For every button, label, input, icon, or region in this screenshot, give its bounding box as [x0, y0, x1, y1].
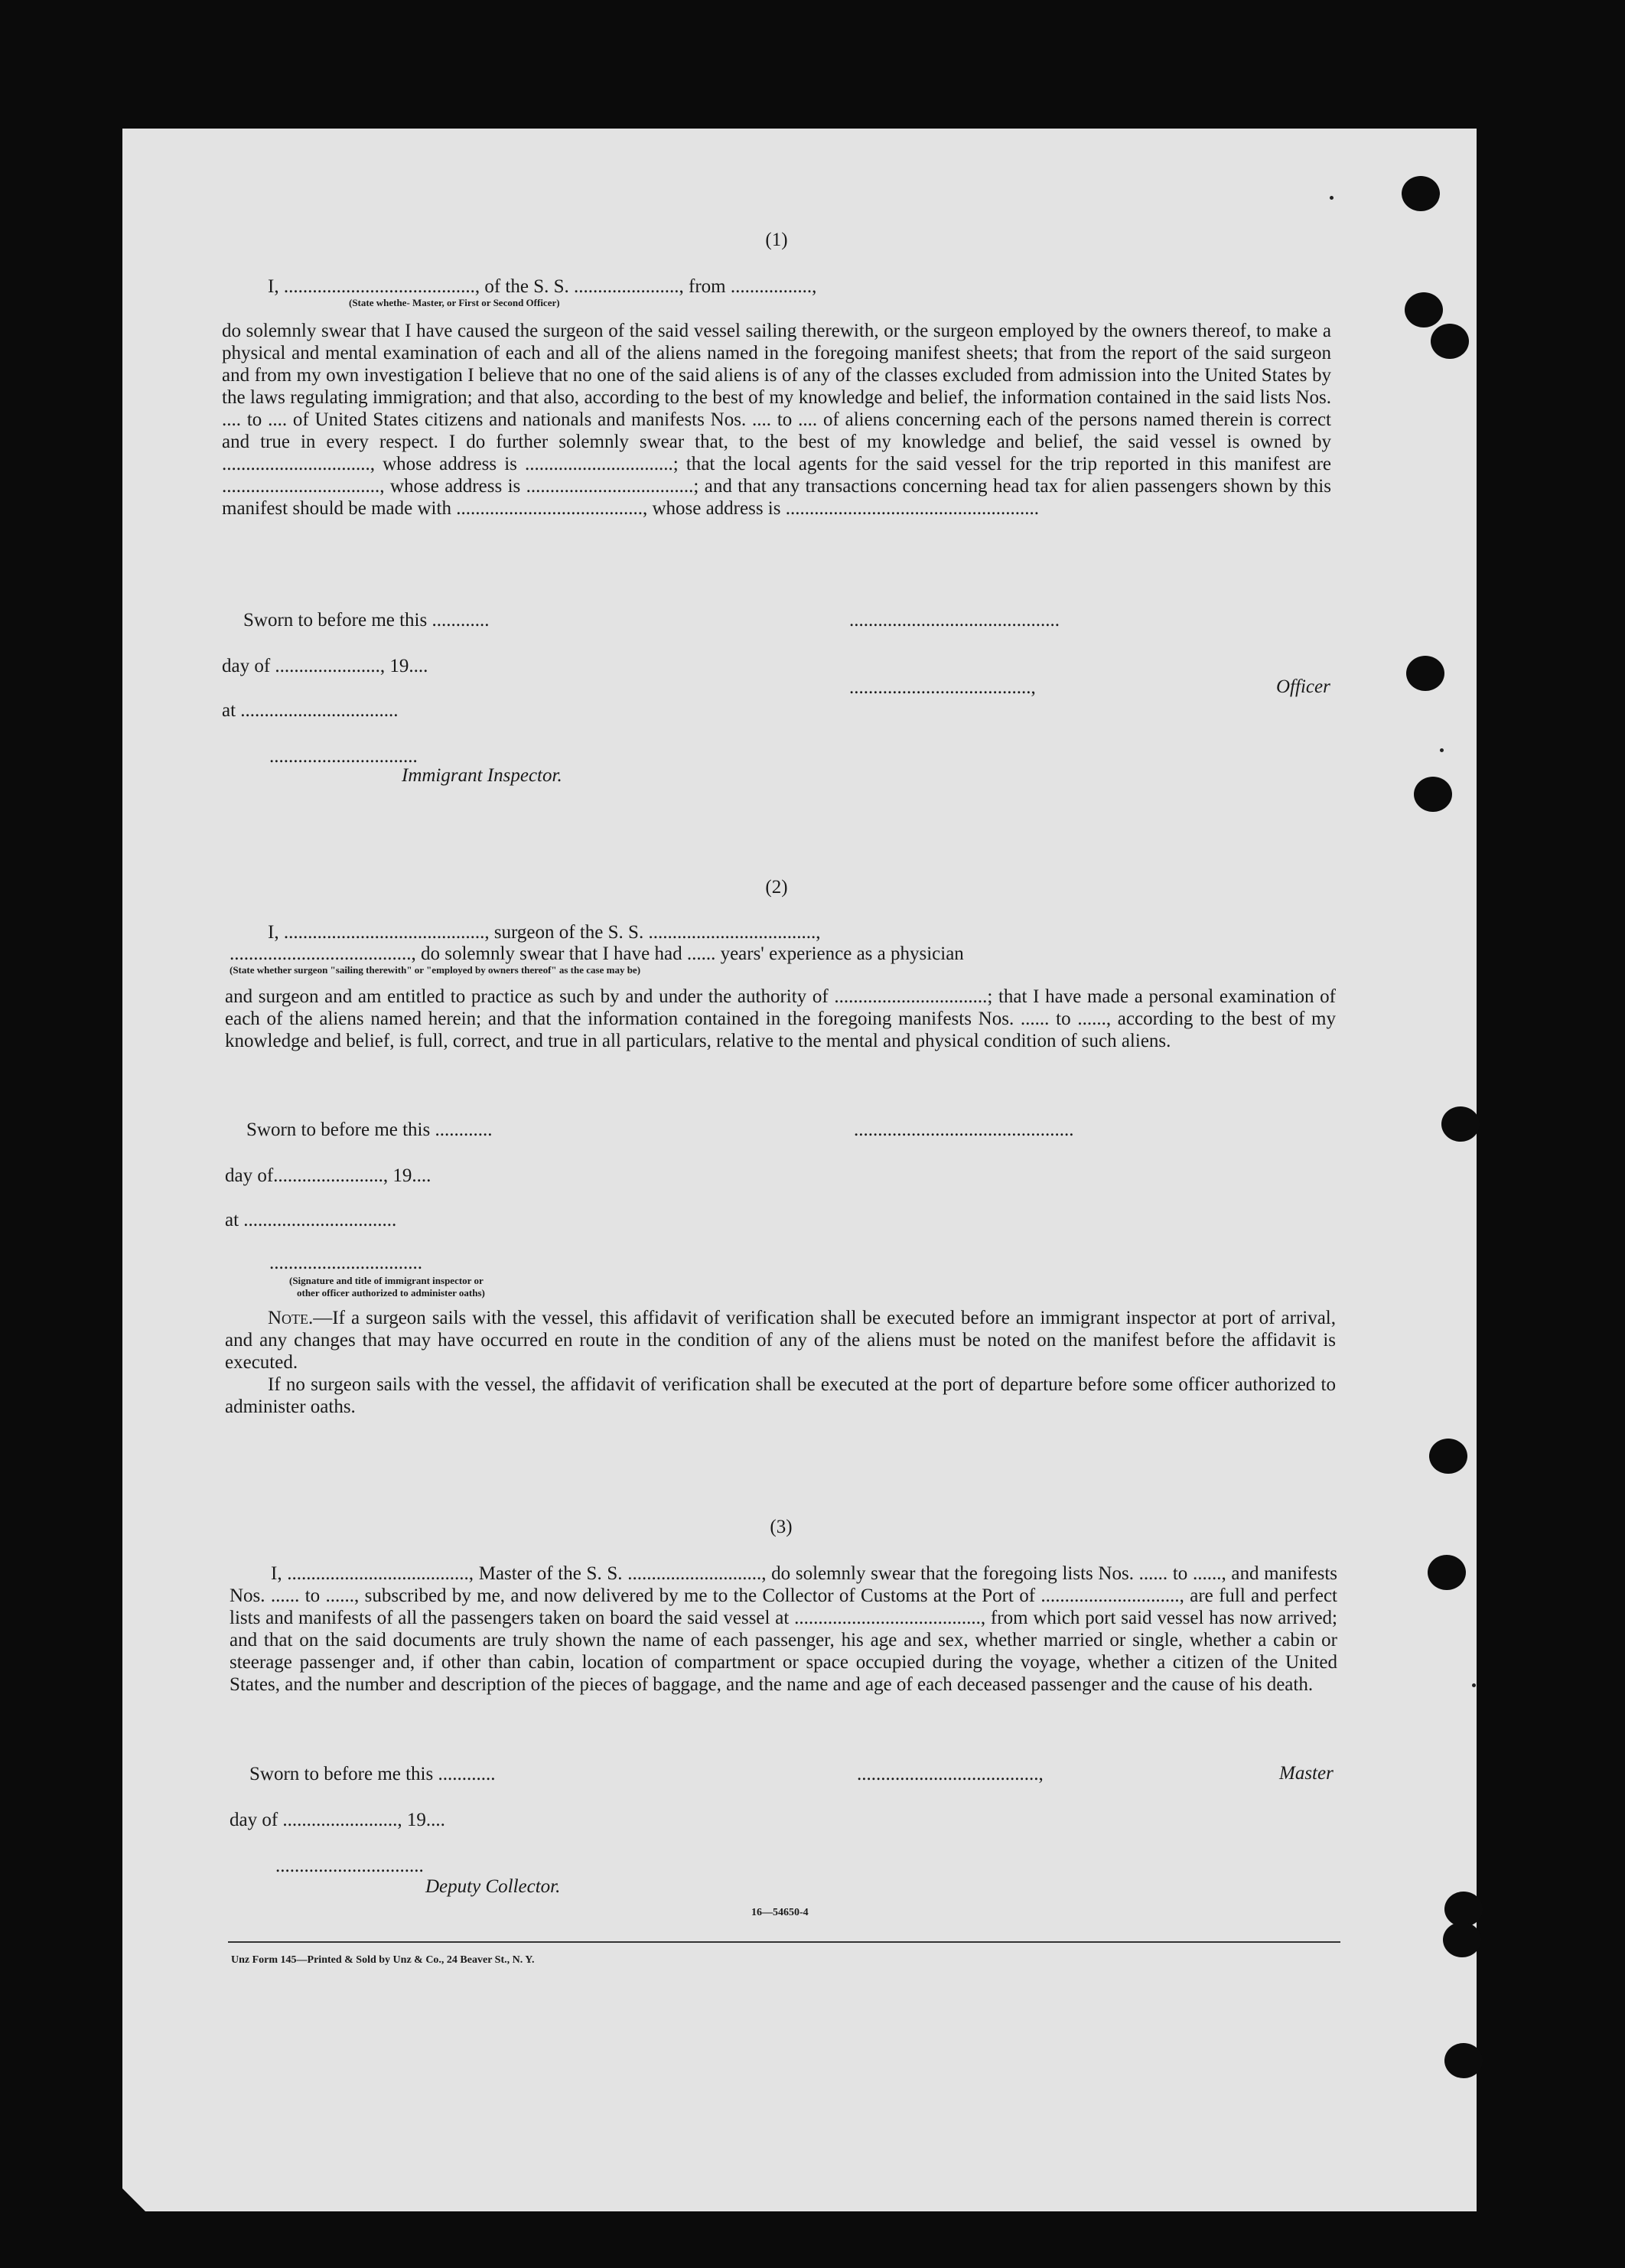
section-1-oath-line: I, ........................................, of the S. S. ......................, from .................,	[268, 276, 817, 297]
section-1-officer-dots-1: ............................................	[849, 610, 1060, 631]
section-2-body-text: and surgeon and am entitled to practice as such by and under the authority of ................................; that I have made a personal examination of each of the aliens named herein; and that the information contained in the foregoing manifests Nos. ...... to ......, according to the best of my knowledge and belief, is full, correct, and true in all particulars, relative to the mental and physical condition of such aliens.	[225, 986, 1336, 1051]
footer-rule	[228, 1941, 1340, 1943]
punch-hole	[1443, 1922, 1481, 1957]
form-number: 16—54650-4	[751, 1907, 809, 1918]
section-2-right-dots: ..............................................	[854, 1119, 1074, 1140]
punch-hole	[1414, 777, 1452, 812]
punch-hole	[1402, 176, 1440, 211]
section-2-line-1: I, .........................................., surgeon of the S. S. ...................................,	[268, 922, 821, 943]
punch-hole	[1429, 1439, 1467, 1474]
section-1-body-text: do solemnly swear that I have caused the surgeon of the said vessel sailing therewith, or the surgeon employed by the owners thereof, to make a physical and mental examination of each and all of the aliens named in the foregoing manifest sheets; that from the report of the said surgeon and from my own investigation I believe that no one of the said aliens is of any of the classes excluded from admission into the United States by the laws regulating immigration; and that also, according to the best of my knowledge and belief, the information contained in the said lists Nos. .... to .... of United States citizens and nationals and manifests Nos. .... to .... of aliens concerning each of the persons named therein is correct and true in every respect. I do further solemnly swear that, to the best of my knowledge and belief, the said vessel is owned by ..............................., whose address is ...............................; that the local agents for the said vessel for the trip reported in this manifest are ................................., whose address is ...................................; and that any transactions concerning head tax for alien passengers shown by this manifest should be made with ......................................., whose address is .....................................................	[222, 321, 1331, 519]
section-3-collector-label: Deputy Collector.	[425, 1876, 561, 1897]
section-1-sworn: Sworn to before me this ............	[243, 610, 490, 631]
section-2-line-2-note: (State whether surgeon "sailing therewith" or "employed by owners thereof" as the case may be)	[230, 964, 641, 976]
section-3-collector-dots: ...............................	[275, 1856, 424, 1876]
section-2-line-2: ......................................, do solemnly swear that I have had ...... years' experience as a physician	[230, 943, 964, 964]
section-2-number: (2)	[765, 877, 788, 898]
section-1-officer-dots-2: ......................................,	[849, 677, 1036, 698]
punch-hole	[1428, 1555, 1466, 1590]
section-1-at: at .................................	[222, 700, 399, 721]
section-2-day: day of......................., 19....	[225, 1165, 431, 1186]
section-2-signature-dots: ................................	[269, 1253, 422, 1273]
section-2-note-paragraph-1	[225, 1307, 1336, 1374]
speck	[1330, 196, 1334, 200]
punch-hole	[1444, 2043, 1483, 2078]
section-3-number: (3)	[770, 1517, 793, 1537]
section-3-day: day of ........................, 19....	[230, 1810, 445, 1830]
section-1-officer-label: Officer	[1276, 676, 1330, 697]
punch-hole	[1405, 292, 1443, 327]
section-1-officer-note: (State whethe- Master, or First or Second Officer)	[349, 297, 560, 308]
speck	[1472, 1683, 1476, 1687]
punch-hole	[1441, 1106, 1480, 1142]
section-2-at: at ................................	[225, 1210, 397, 1230]
section-2-signature-note-1: (Signature and title of immigrant inspector or	[289, 1275, 484, 1286]
section-3-body	[230, 1563, 1337, 1696]
section-3-master-dots: ......................................,	[857, 1764, 1044, 1784]
section-1-inspector-dots: ...............................	[269, 746, 418, 767]
note-text-1: —If a surgeon sails with the vessel, this affidavit of verification shall be executed before an immigrant inspector at port of arrival, and any changes that may have occurred en route in the condition of any of the aliens must be noted on the manifest before the affidavit is executed.	[225, 1308, 1336, 1373]
section-3-master-label: Master	[1279, 1763, 1334, 1784]
printer-footer: Unz Form 145—Printed & Sold by Unz & Co., 24 Beaver St., N. Y.	[231, 1954, 535, 1966]
note-label: Note.	[268, 1308, 314, 1328]
punch-hole	[1406, 656, 1444, 691]
section-3-sworn: Sworn to before me this ............	[249, 1764, 496, 1784]
section-1-body	[222, 320, 1331, 520]
section-2-sworn: Sworn to before me this ............	[246, 1119, 493, 1140]
section-1-day: day of ......................, 19....	[222, 656, 428, 676]
section-1-inspector-label: Immigrant Inspector.	[402, 765, 562, 786]
section-2-note	[225, 1307, 1336, 1418]
section-3-body-text: I, ......................................, Master of the S. S. ............................, do solemnly swear that the foregoing lists Nos. ...... to ......, and manifests Nos. ...... to ......, subscribed by me, and now delivered by me to the Collector of Customs at the Port of ............................., are full and perfect lists and manifests of all the passengers taken on board the said vessel at ......................................., from which port said vessel has now arrived; and that on the said documents are truly shown the name of each passenger, his age and sex, whether married or single, whether a cabin or steerage passenger and, if other than cabin, location of compartment or space occupied during the voyage, whether a citizen of the United States, and the number and description of the pieces of baggage, and the name and age of each deceased passenger and the cause of his death.	[230, 1563, 1337, 1695]
speck	[1440, 748, 1444, 752]
section-2-note-paragraph-2	[225, 1374, 1336, 1418]
punch-hole	[1431, 324, 1469, 359]
note-text-2: If no surgeon sails with the vessel, the affidavit of verification shall be executed at the port of departure before some officer authorized to administer oaths.	[225, 1374, 1336, 1417]
section-2-body	[225, 986, 1336, 1052]
section-1-number: (1)	[765, 230, 788, 250]
section-2-signature-note-2: other officer authorized to administer oaths)	[297, 1287, 485, 1299]
